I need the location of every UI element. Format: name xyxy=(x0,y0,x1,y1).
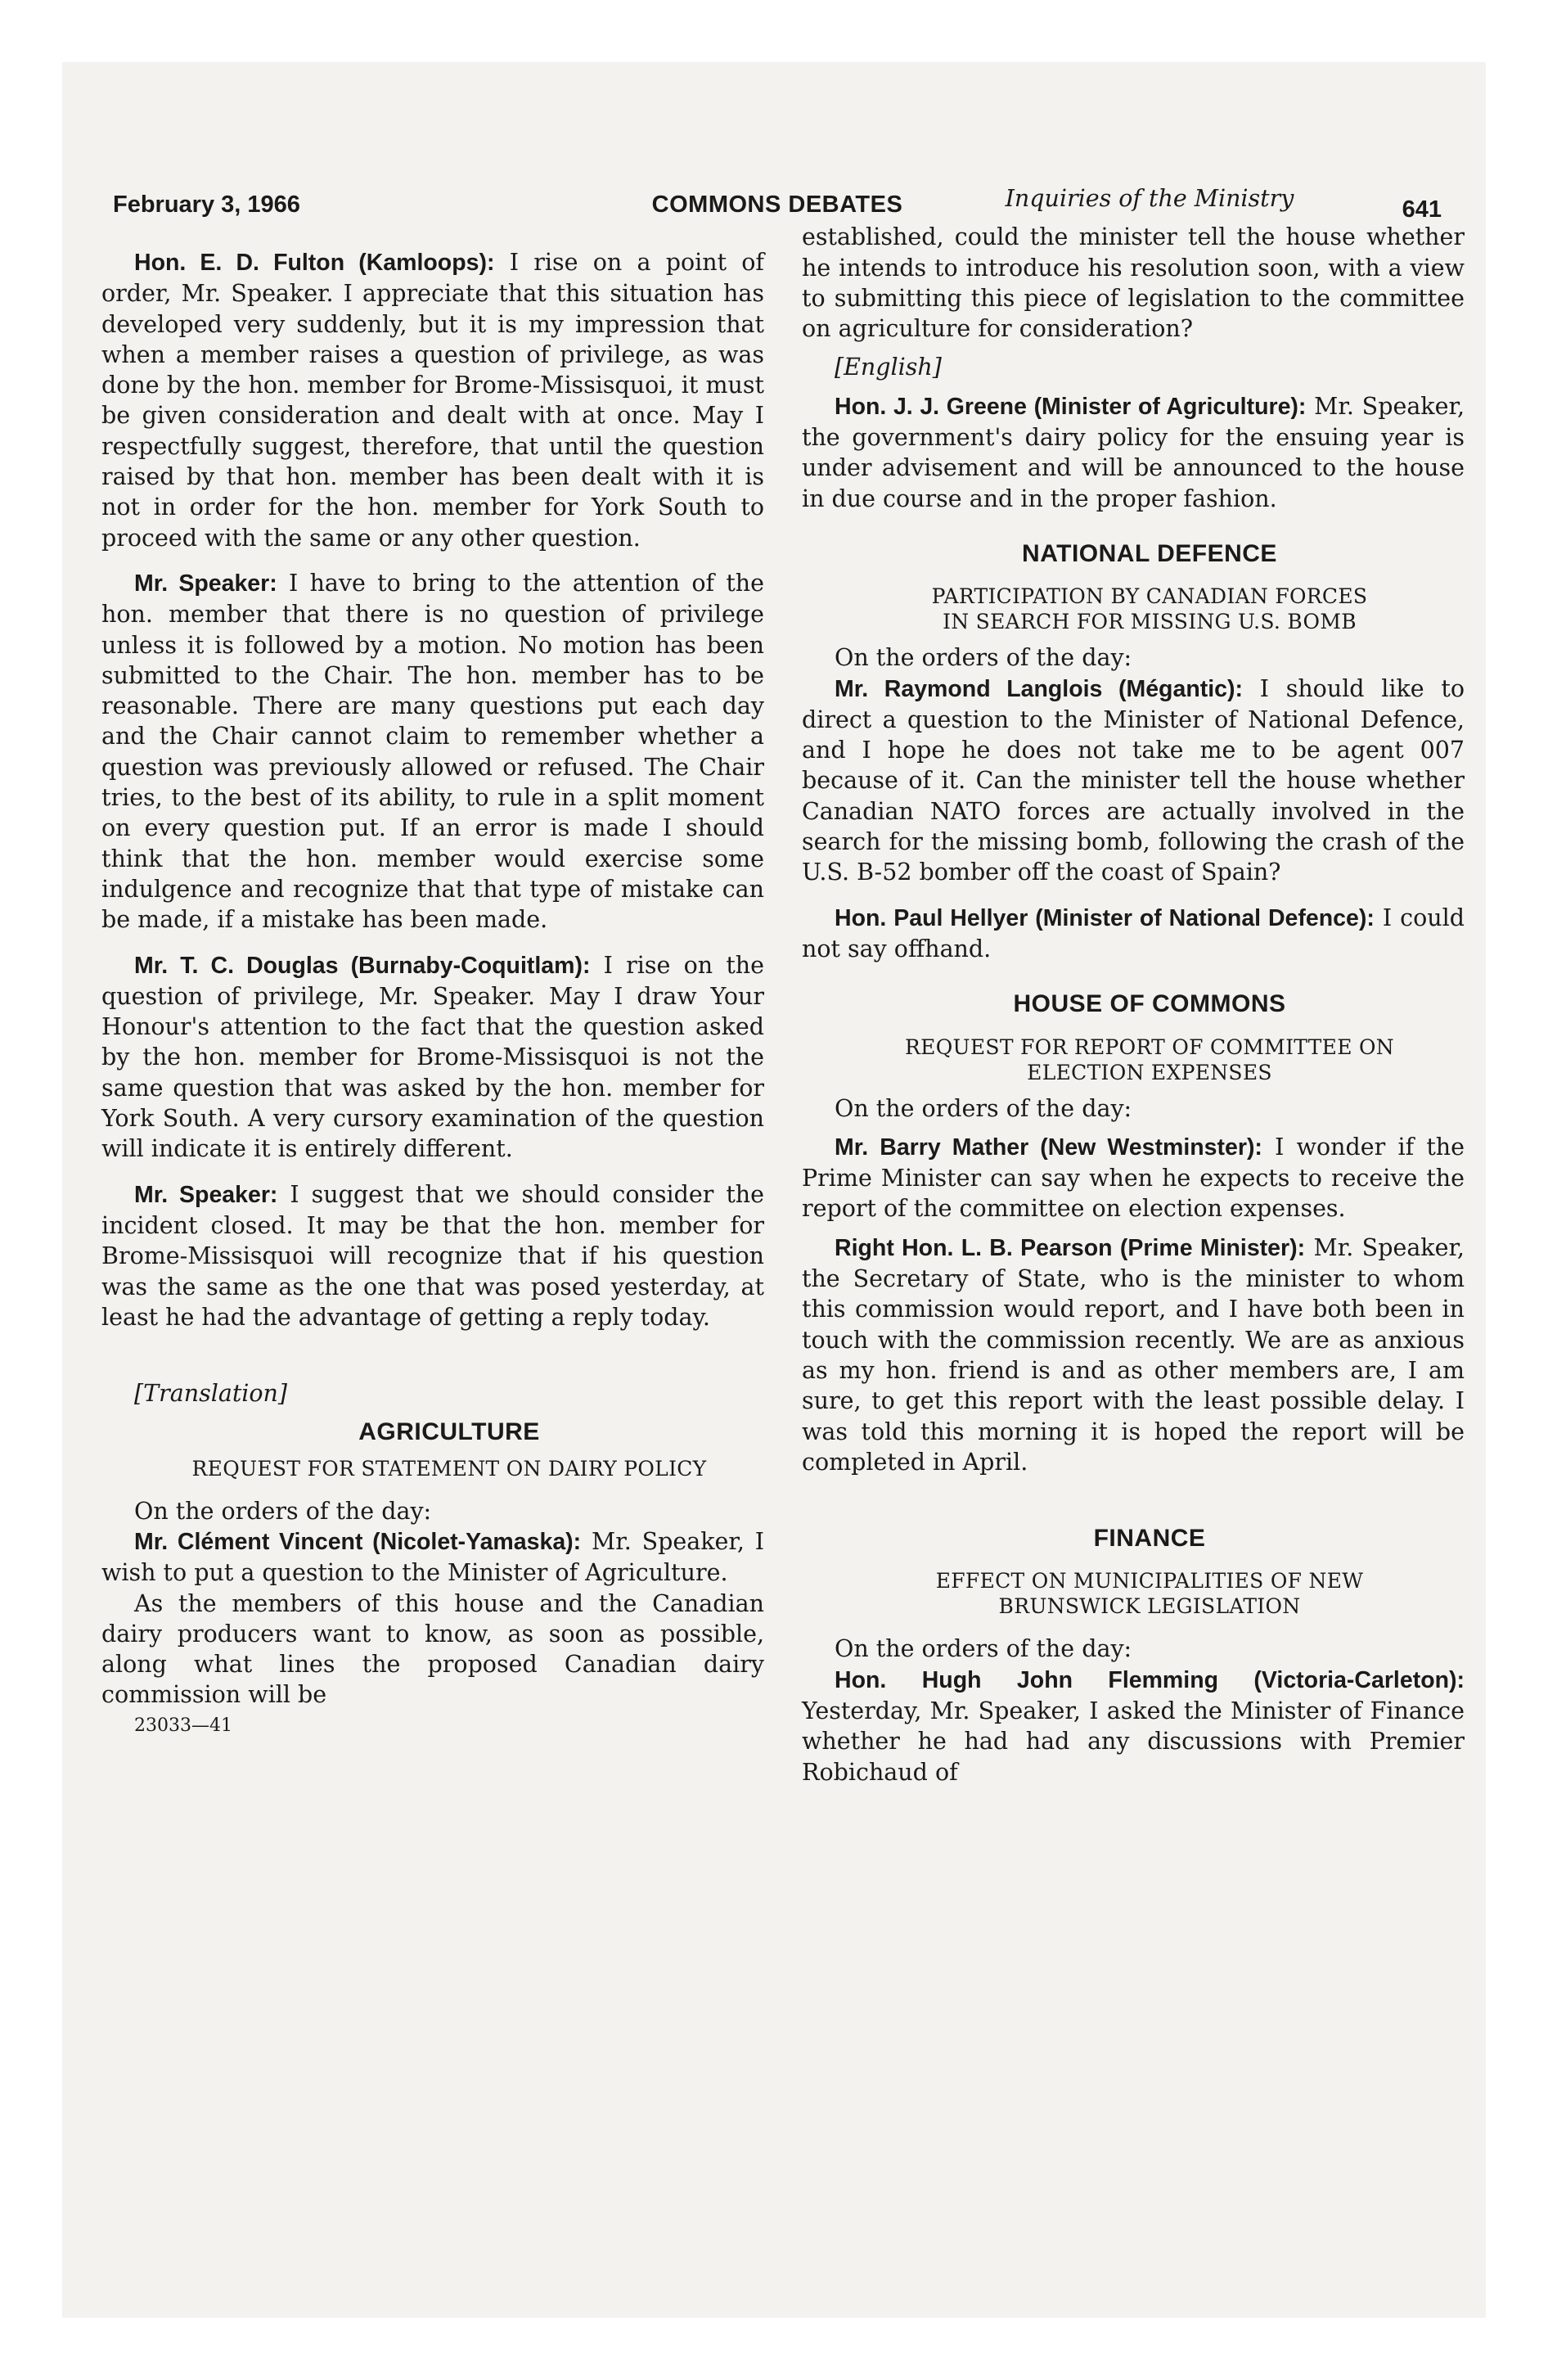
paragraph-vincent-end: established, could the minister tell the house whether he intends to introduce his resolution soon, with a view to submitting this piece of legislation to the committee on agriculture for consideration? xyxy=(802,223,1465,343)
speech-text: I rise on a point of order, Mr. Speaker. I appreciate that this situation has developed very suddenly, but it is my impression that when a member raises a question of privilege, as was done by the hon. member for Brome-Missisquoi, it must be given consideration and dealt with at once. May I respectfully suggest, therefore, that until the question raised by that hon. member has been dealt with it is not in order for the hon. member for York South to proceed with the same or any other question. xyxy=(101,249,764,552)
paragraph-mather xyxy=(802,1132,1465,1224)
paragraph-vincent xyxy=(101,1526,764,1589)
orders-of-the-day: On the orders of the day: xyxy=(835,1635,1132,1663)
speaker-name: Mr. Barry Mather (New Westminster): xyxy=(835,1134,1262,1161)
speech-text: I have to bring to the attention of the hon. member that there is no question of privilege unless it is followed by a motion. No motion has been submitted to the Chair. The hon. member has to be reasonable. There are many questions put each day and the Chair cannot claim to remember whether a question was previously allowed or refused. The Chair tries, to the best of its ability, to rule in a split moment on every question put. If an error is made I should think that the hon. member would exercise some indulgence and recognize that that type of mistake can be made, if a mistake has been made. xyxy=(101,569,764,934)
speech-text: I suggest that we should consider the incident closed. It may be that the hon. member for Brome-Missisquoi will recognize that if his question was the same as the one that was posed yesterday, at least he had the advantage of getting a reply today. xyxy=(101,1180,765,1331)
subheading-commons-1: REQUEST FOR REPORT OF COMMITTEE ON xyxy=(905,1034,1394,1059)
paragraph-pearson xyxy=(802,1233,1465,1477)
speaker-name: Mr. Speaker: xyxy=(134,1181,278,1208)
speaker-name: Hon. Paul Hellyer (Minister of National Defence): xyxy=(835,904,1375,931)
speech-text: I could not say offhand. xyxy=(802,904,1465,962)
speaker-name: Hon. J. J. Greene (Minister of Agriculture): xyxy=(835,393,1307,420)
section-heading-commons: HOUSE OF COMMONS xyxy=(1013,990,1286,1018)
paragraph-flemming xyxy=(802,1665,1465,1787)
subheading-commons-2: ELECTION EXPENSES xyxy=(1027,1060,1272,1084)
speech-text: Mr. Speaker, I wish to put a question to the Minister of Agriculture. xyxy=(101,1527,765,1587)
section-subtitle: Inquiries of the Ministry xyxy=(1005,185,1294,212)
page-date: February 3, 1966 xyxy=(113,192,300,218)
speaker-name: Hon. E. D. Fulton (Kamloops): xyxy=(134,250,495,276)
footer-code: 23033—41 xyxy=(134,1715,232,1736)
speaker-name: Mr. T. C. Douglas (Burnaby-Coquitlam): xyxy=(134,952,591,979)
section-heading-defence: NATIONAL DEFENCE xyxy=(1022,539,1277,567)
publication-title: COMMONS DEBATES xyxy=(651,192,903,218)
paragraph-langlois xyxy=(802,674,1465,888)
orders-of-the-day: On the orders of the day: xyxy=(134,1497,432,1525)
section-heading-finance: FINANCE xyxy=(1093,1525,1206,1553)
section-heading-agriculture: AGRICULTURE xyxy=(358,1418,540,1446)
subheading-finance-1: EFFECT ON MUNICIPALITIES OF NEW xyxy=(935,1569,1364,1593)
speech-text: I wonder if the Prime Minister can say when he expects to receive the report of the committee on election expenses. xyxy=(802,1133,1465,1223)
paragraph-speaker-1 xyxy=(101,568,764,935)
speaker-name: Hon. Hugh John Flemming (Victoria-Carleton): xyxy=(835,1666,1465,1693)
subheading-dairy-policy: REQUEST FOR STATEMENT ON DAIRY POLICY xyxy=(191,1456,707,1481)
translation-note: [Translation] xyxy=(134,1380,288,1408)
speech-text: Mr. Speaker, the government's dairy policy for the ensuing year is under advisement and will be announced to the house in due course and in the proper fashion. xyxy=(802,392,1465,512)
page-number: 641 xyxy=(1402,196,1442,223)
subheading-finance-2: BRUNSWICK LEGISLATION xyxy=(998,1594,1301,1619)
document-page xyxy=(62,62,1486,2318)
paragraph-fulton xyxy=(101,247,764,553)
subheading-defence-1: PARTICIPATION BY CANADIAN FORCES xyxy=(931,584,1368,609)
speech-text: Yesterday, Mr. Speaker, I asked the Minister of Finance whether he had had any discussions with Premier Robichaud of xyxy=(802,1697,1465,1786)
speech-text: I should like to direct a question to the Minister of National Defence, and I hope he does not take me to be agent 007 because of it. Can the minister tell the house whether Canadian NATO forces are actually involved in the search for the missing bomb, following the crash of the U.S. B-52 bomber off the coast of Spain? xyxy=(802,674,1465,886)
speaker-name: Mr. Clément Vincent (Nicolet-Yamaska): xyxy=(134,1528,582,1555)
speaker-name: Right Hon. L. B. Pearson (Prime Minister): xyxy=(835,1234,1306,1261)
paragraph-douglas xyxy=(101,950,764,1165)
speech-text: Mr. Speaker, the Secretary of State, who is the minister to whom this commission would report, and I have both been in touch with the commission recently. We are as anxious as my hon. friend is and as other members are, I am sure, to get this report with the least possible delay. I was told this morning it is hoped the report will be completed in April. xyxy=(802,1233,1465,1476)
paragraph-speaker-2 xyxy=(101,1179,764,1332)
left-column xyxy=(101,232,764,1741)
right-column xyxy=(802,183,1465,1787)
orders-of-the-day: On the orders of the day: xyxy=(835,644,1132,672)
paragraph-hellyer xyxy=(802,903,1465,965)
speech-text: I rise on the question of privilege, Mr. Speaker. May I draw Your Honour's attention to the fact that the question asked by the hon. member for Brome-Missisquoi is not the same question that was asked by the hon. member for York South. A very cursory examination of the question will indicate it is entirely different. xyxy=(101,951,764,1163)
paragraph-vincent-cont: As the members of this house and the Canadian dairy producers want to know, as soon as possible, along what lines the proposed Canadian dairy commission will be xyxy=(101,1589,764,1709)
orders-of-the-day: On the orders of the day: xyxy=(835,1094,1132,1122)
subheading-defence-2: IN SEARCH FOR MISSING U.S. BOMB xyxy=(943,610,1357,634)
english-note: [English] xyxy=(835,354,942,381)
speaker-name: Mr. Raymond Langlois (Mégantic): xyxy=(835,675,1243,702)
speaker-name: Mr. Speaker: xyxy=(134,570,277,597)
paragraph-greene xyxy=(802,391,1465,514)
